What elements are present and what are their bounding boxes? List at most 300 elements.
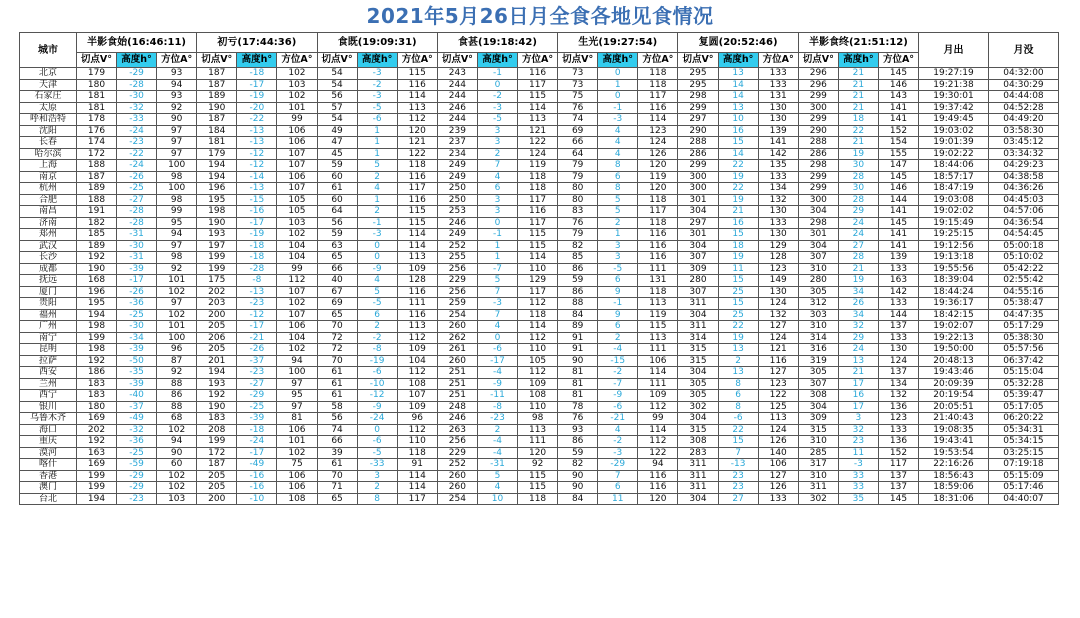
moonset-cell: 05:15:04 [988,367,1058,379]
contact-angle-cell: 163 [76,447,116,459]
azimuth-cell: 109 [397,263,437,275]
contact-angle-cell: 202 [76,424,116,436]
moonrise-cell: 20:48:13 [919,355,989,367]
altitude-cell: -15 [598,355,638,367]
altitude-cell: 19 [838,148,878,160]
contact-angle-cell: 234 [437,148,477,160]
phase-header: 复圆(20:52:46) [678,33,798,53]
azimuth-cell: 112 [397,367,437,379]
altitude-cell: -17 [237,217,277,229]
contact-angle-cell: 239 [437,125,477,137]
azimuth-cell: 86 [157,390,197,402]
contact-angle-cell: 190 [197,102,237,114]
contact-angle-cell: 40 [317,275,357,287]
table-row [20,424,1059,436]
contact-angle-cell: 93 [558,424,598,436]
azimuth-cell: 109 [638,390,678,402]
azimuth-cell: 143 [878,91,918,103]
contact-angle-cell: 86 [558,263,598,275]
contact-angle-cell: 311 [678,482,718,494]
contact-angle-cell: 251 [437,390,477,402]
city-cell: 银川 [20,401,77,413]
table-row [20,355,1059,367]
moonrise-cell: 19:13:18 [919,252,989,264]
contact-angle-cell: 186 [76,367,116,379]
azimuth-cell: 136 [878,401,918,413]
azimuth-cell: 116 [638,470,678,482]
contact-angle-cell: 312 [798,298,838,310]
altitude-cell: -2 [598,436,638,448]
azimuth-cell: 122 [758,390,798,402]
altitude-header: 高度h° [477,53,517,68]
contact-angle-cell: 174 [76,137,116,149]
altitude-cell: -21 [237,332,277,344]
contact-angle-cell: 244 [437,91,477,103]
altitude-cell: 6 [598,321,638,333]
altitude-cell: 4 [357,275,397,287]
azimuth-cell: 133 [878,263,918,275]
contact-angle-cell: 296 [798,79,838,91]
altitude-cell: 0 [477,79,517,91]
table-row [20,148,1059,160]
azimuth-cell: 117 [518,286,558,298]
contact-angle-header: 切点V° [798,53,838,68]
table-row [20,252,1059,264]
contact-angle-cell: 183 [76,390,116,402]
contact-angle-cell: 72 [317,332,357,344]
contact-angle-cell: 301 [798,229,838,241]
altitude-cell: 3 [598,240,638,252]
moonrise-cell: 19:02:02 [919,206,989,218]
azimuth-cell: 94 [157,436,197,448]
contact-angle-cell: 73 [558,79,598,91]
altitude-header: 高度h° [357,53,397,68]
azimuth-cell: 137 [878,482,918,494]
azimuth-cell: 124 [758,332,798,344]
altitude-cell: -25 [117,447,157,459]
azimuth-cell: 113 [518,114,558,126]
city-cell: 南昌 [20,206,77,218]
contact-angle-cell: 189 [76,183,116,195]
altitude-cell: 15 [718,436,758,448]
contact-angle-cell: 66 [317,263,357,275]
altitude-cell: 3 [838,413,878,425]
moonset-cell: 06:37:42 [988,355,1058,367]
city-cell: 武汉 [20,240,77,252]
altitude-cell: 8 [598,183,638,195]
contact-angle-cell: 254 [437,309,477,321]
altitude-cell: -29 [598,459,638,471]
table-row [20,436,1059,448]
azimuth-cell: 123 [758,378,798,390]
moonset-cell: 05:39:47 [988,390,1058,402]
azimuth-cell: 119 [638,309,678,321]
azimuth-cell: 119 [518,160,558,172]
azimuth-cell: 133 [758,68,798,80]
altitude-cell: -5 [357,298,397,310]
altitude-cell: -31 [477,459,517,471]
moonrise-cell: 19:25:15 [919,229,989,241]
azimuth-cell: 106 [277,424,317,436]
contact-angle-cell: 299 [678,160,718,172]
contact-angle-cell: 172 [76,148,116,160]
altitude-cell: 22 [718,424,758,436]
contact-angle-cell: 295 [678,79,718,91]
altitude-cell: 7 [477,309,517,321]
altitude-cell: 19 [838,275,878,287]
azimuth-cell: 146 [878,79,918,91]
contact-angle-cell: 90 [558,470,598,482]
altitude-cell: 21 [838,91,878,103]
altitude-cell: -26 [117,171,157,183]
city-cell: 乌鲁木齐 [20,413,77,425]
contact-angle-cell: 90 [558,355,598,367]
azimuth-cell: 124 [878,355,918,367]
altitude-cell: 2 [598,332,638,344]
azimuth-cell: 117 [397,493,437,505]
altitude-cell: 13 [718,102,758,114]
azimuth-cell: 113 [397,102,437,114]
altitude-cell: 35 [838,493,878,505]
azimuth-cell: 114 [518,252,558,264]
altitude-cell: -18 [237,424,277,436]
azimuth-cell: 145 [878,217,918,229]
altitude-cell: 0 [357,424,397,436]
altitude-cell: 33 [838,482,878,494]
azimuth-cell: 100 [277,367,317,379]
moonrise-cell: 19:15:49 [919,217,989,229]
azimuth-cell: 113 [518,424,558,436]
altitude-cell: -3 [477,102,517,114]
contact-angle-cell: 76 [558,413,598,425]
table-row [20,286,1059,298]
altitude-cell: 19 [718,332,758,344]
contact-angle-cell: 199 [197,263,237,275]
contact-angle-cell: 190 [197,401,237,413]
azimuth-cell: 117 [397,183,437,195]
contact-angle-cell: 181 [76,91,116,103]
altitude-cell: 22 [718,321,758,333]
altitude-cell: -4 [477,447,517,459]
moonset-cell: 04:40:07 [988,493,1058,505]
altitude-cell: 11 [838,447,878,459]
contact-angle-cell: 187 [197,68,237,80]
altitude-cell: 6 [477,183,517,195]
altitude-cell: -37 [117,401,157,413]
contact-angle-cell: 187 [197,79,237,91]
altitude-cell: -15 [237,194,277,206]
moonrise-cell: 18:44:06 [919,160,989,172]
altitude-cell: 10 [477,493,517,505]
azimuth-cell: 113 [397,252,437,264]
azimuth-cell: 102 [277,298,317,310]
azimuth-cell: 115 [518,91,558,103]
altitude-cell: -8 [477,401,517,413]
contact-angle-cell: 194 [197,367,237,379]
azimuth-cell: 96 [157,344,197,356]
contact-angle-cell: 299 [798,183,838,195]
moonset-cell: 05:38:30 [988,332,1058,344]
altitude-cell: -5 [357,447,397,459]
altitude-cell: -6 [357,114,397,126]
altitude-cell: 3 [477,125,517,137]
contact-angle-cell: 194 [76,309,116,321]
contact-angle-cell: 194 [197,171,237,183]
azimuth-cell: 107 [277,286,317,298]
altitude-cell: 14 [718,91,758,103]
altitude-header: 高度h° [718,53,758,68]
altitude-cell: 6 [718,390,758,402]
azimuth-cell: 117 [518,79,558,91]
azimuth-cell: 116 [397,171,437,183]
azimuth-cell: 118 [638,194,678,206]
table-row [20,401,1059,413]
contact-angle-cell: 199 [76,332,116,344]
altitude-cell: 30 [838,183,878,195]
azimuth-cell: 93 [157,68,197,80]
contact-angle-cell: 305 [798,367,838,379]
azimuth-cell: 134 [758,183,798,195]
contact-angle-cell: 250 [437,183,477,195]
moonrise-cell: 20:19:54 [919,390,989,402]
moonset-header: 月没 [988,33,1058,68]
contact-angle-cell: 180 [76,79,116,91]
contact-angle-cell: 56 [317,217,357,229]
altitude-cell: 4 [598,137,638,149]
contact-angle-cell: 61 [317,390,357,402]
azimuth-cell: 116 [758,355,798,367]
contact-angle-cell: 183 [76,378,116,390]
altitude-cell: -28 [117,217,157,229]
moonset-cell: 04:52:28 [988,102,1058,114]
azimuth-cell: 110 [518,344,558,356]
azimuth-cell: 126 [758,482,798,494]
azimuth-cell: 104 [397,355,437,367]
phase-header: 生光(19:27:54) [558,33,678,53]
altitude-cell: 1 [477,240,517,252]
moonrise-cell: 19:02:07 [919,321,989,333]
contact-angle-cell: 76 [558,217,598,229]
azimuth-cell: 114 [518,102,558,114]
azimuth-cell: 129 [758,240,798,252]
azimuth-cell: 130 [758,114,798,126]
table-row [20,217,1059,229]
azimuth-cell: 116 [397,79,437,91]
city-cell: 杭州 [20,183,77,195]
moonset-cell: 03:58:30 [988,125,1058,137]
contact-angle-cell: 192 [76,436,116,448]
azimuth-cell: 133 [878,298,918,310]
contact-angle-cell: 197 [197,240,237,252]
azimuth-cell: 127 [758,367,798,379]
azimuth-cell: 106 [277,171,317,183]
azimuth-cell: 111 [397,298,437,310]
city-cell: 漠河 [20,447,77,459]
altitude-cell: -39 [117,263,157,275]
azimuth-cell: 116 [397,309,437,321]
contact-angle-cell: 202 [197,286,237,298]
contact-angle-cell: 308 [678,436,718,448]
azimuth-cell: 124 [758,298,798,310]
contact-angle-cell: 47 [317,137,357,149]
contact-angle-cell: 61 [317,183,357,195]
table-row [20,263,1059,275]
azimuth-cell: 118 [638,217,678,229]
azimuth-cell: 118 [518,309,558,321]
azimuth-cell: 133 [758,79,798,91]
azimuth-cell: 152 [878,447,918,459]
azimuth-cell: 97 [157,125,197,137]
contact-angle-cell: 261 [437,344,477,356]
altitude-cell: -16 [237,482,277,494]
contact-angle-cell: 187 [76,171,116,183]
altitude-cell: -33 [117,114,157,126]
altitude-cell: -13 [237,137,277,149]
altitude-cell: 1 [357,125,397,137]
altitude-cell: -25 [117,183,157,195]
contact-angle-cell: 194 [197,160,237,172]
altitude-cell: -1 [598,102,638,114]
azimuth-cell: 105 [518,355,558,367]
contact-angle-cell: 315 [678,355,718,367]
contact-angle-cell: 248 [437,401,477,413]
altitude-cell: -17 [117,275,157,287]
azimuth-cell: 75 [277,459,317,471]
contact-angle-cell: 185 [76,229,116,241]
altitude-cell: -29 [117,68,157,80]
moonset-cell: 04:55:16 [988,286,1058,298]
altitude-cell: -30 [117,240,157,252]
azimuth-cell: 99 [277,263,317,275]
altitude-cell: -12 [237,148,277,160]
contact-angle-cell: 296 [798,68,838,80]
altitude-cell: -36 [117,436,157,448]
moonset-cell: 05:10:02 [988,252,1058,264]
contact-angle-cell: 311 [678,298,718,310]
contact-angle-cell: 63 [317,240,357,252]
contact-angle-cell: 301 [678,194,718,206]
altitude-cell: -3 [598,114,638,126]
azimuth-cell: 111 [638,378,678,390]
altitude-cell: -13 [237,125,277,137]
contact-angle-cell: 206 [197,332,237,344]
contact-angle-cell: 259 [437,298,477,310]
moonset-cell: 05:00:18 [988,240,1058,252]
altitude-cell: 15 [718,275,758,287]
moonset-cell: 04:30:29 [988,79,1058,91]
azimuth-cell: 140 [758,447,798,459]
contact-angle-cell: 298 [798,160,838,172]
altitude-cell: -16 [237,206,277,218]
altitude-cell: 1 [477,252,517,264]
moonset-cell: 04:29:23 [988,160,1058,172]
table-row [20,229,1059,241]
contact-angle-cell: 260 [437,482,477,494]
azimuth-cell: 97 [277,378,317,390]
moonset-cell: 04:36:26 [988,183,1058,195]
altitude-cell: 25 [718,309,758,321]
altitude-cell: 29 [838,206,878,218]
contact-angle-cell: 286 [798,148,838,160]
altitude-cell: -25 [237,401,277,413]
azimuth-cell: 88 [157,401,197,413]
contact-angle-cell: 71 [317,482,357,494]
altitude-cell: -23 [477,413,517,425]
altitude-cell: -3 [357,68,397,80]
azimuth-cell: 106 [277,321,317,333]
city-cell: 福州 [20,309,77,321]
azimuth-cell: 137 [878,470,918,482]
altitude-cell: -12 [237,309,277,321]
altitude-cell: -59 [117,459,157,471]
azimuth-cell: 92 [157,263,197,275]
altitude-cell: 22 [718,160,758,172]
altitude-cell: 1 [357,137,397,149]
azimuth-cell: 94 [277,355,317,367]
azimuth-cell: 133 [758,493,798,505]
contact-angle-cell: 205 [197,321,237,333]
altitude-cell: 2 [598,217,638,229]
altitude-cell: 21 [838,367,878,379]
contact-angle-cell: 54 [317,68,357,80]
city-cell: 喀什 [20,459,77,471]
moonset-cell: 04:49:20 [988,114,1058,126]
azimuth-cell: 132 [758,194,798,206]
contact-angle-cell: 82 [558,240,598,252]
azimuth-cell: 99 [157,206,197,218]
altitude-cell: 19 [718,252,758,264]
azimuth-cell: 94 [638,459,678,471]
azimuth-cell: 152 [878,125,918,137]
azimuth-cell: 99 [638,413,678,425]
contact-angle-cell: 61 [317,459,357,471]
altitude-cell: -13 [718,459,758,471]
contact-angle-cell: 61 [317,378,357,390]
moonset-cell: 05:17:46 [988,482,1058,494]
azimuth-cell: 117 [638,206,678,218]
altitude-cell: -2 [477,91,517,103]
altitude-cell: -19 [237,91,277,103]
altitude-cell: 2 [477,148,517,160]
azimuth-cell: 123 [638,125,678,137]
azimuth-cell: 117 [518,217,558,229]
contact-angle-cell: 70 [317,321,357,333]
azimuth-cell: 141 [878,114,918,126]
contact-angle-cell: 315 [798,424,838,436]
altitude-cell: 3 [477,137,517,149]
contact-angle-cell: 198 [76,321,116,333]
azimuth-cell: 112 [518,298,558,310]
table-row [20,68,1059,80]
altitude-cell: -20 [237,102,277,114]
altitude-cell: 13 [838,355,878,367]
altitude-cell: -14 [237,171,277,183]
city-cell: 台北 [20,493,77,505]
altitude-cell: 28 [838,194,878,206]
table-row [20,137,1059,149]
altitude-cell: -24 [117,125,157,137]
contact-angle-cell: 195 [76,298,116,310]
table-row [20,206,1059,218]
contact-angle-cell: 175 [197,275,237,287]
contact-angle-cell: 86 [558,436,598,448]
city-cell: 石家庄 [20,91,77,103]
table-row [20,183,1059,195]
azimuth-cell: 107 [277,160,317,172]
altitude-cell: -17 [237,321,277,333]
azimuth-cell: 120 [638,160,678,172]
moonrise-cell: 21:40:43 [919,413,989,425]
